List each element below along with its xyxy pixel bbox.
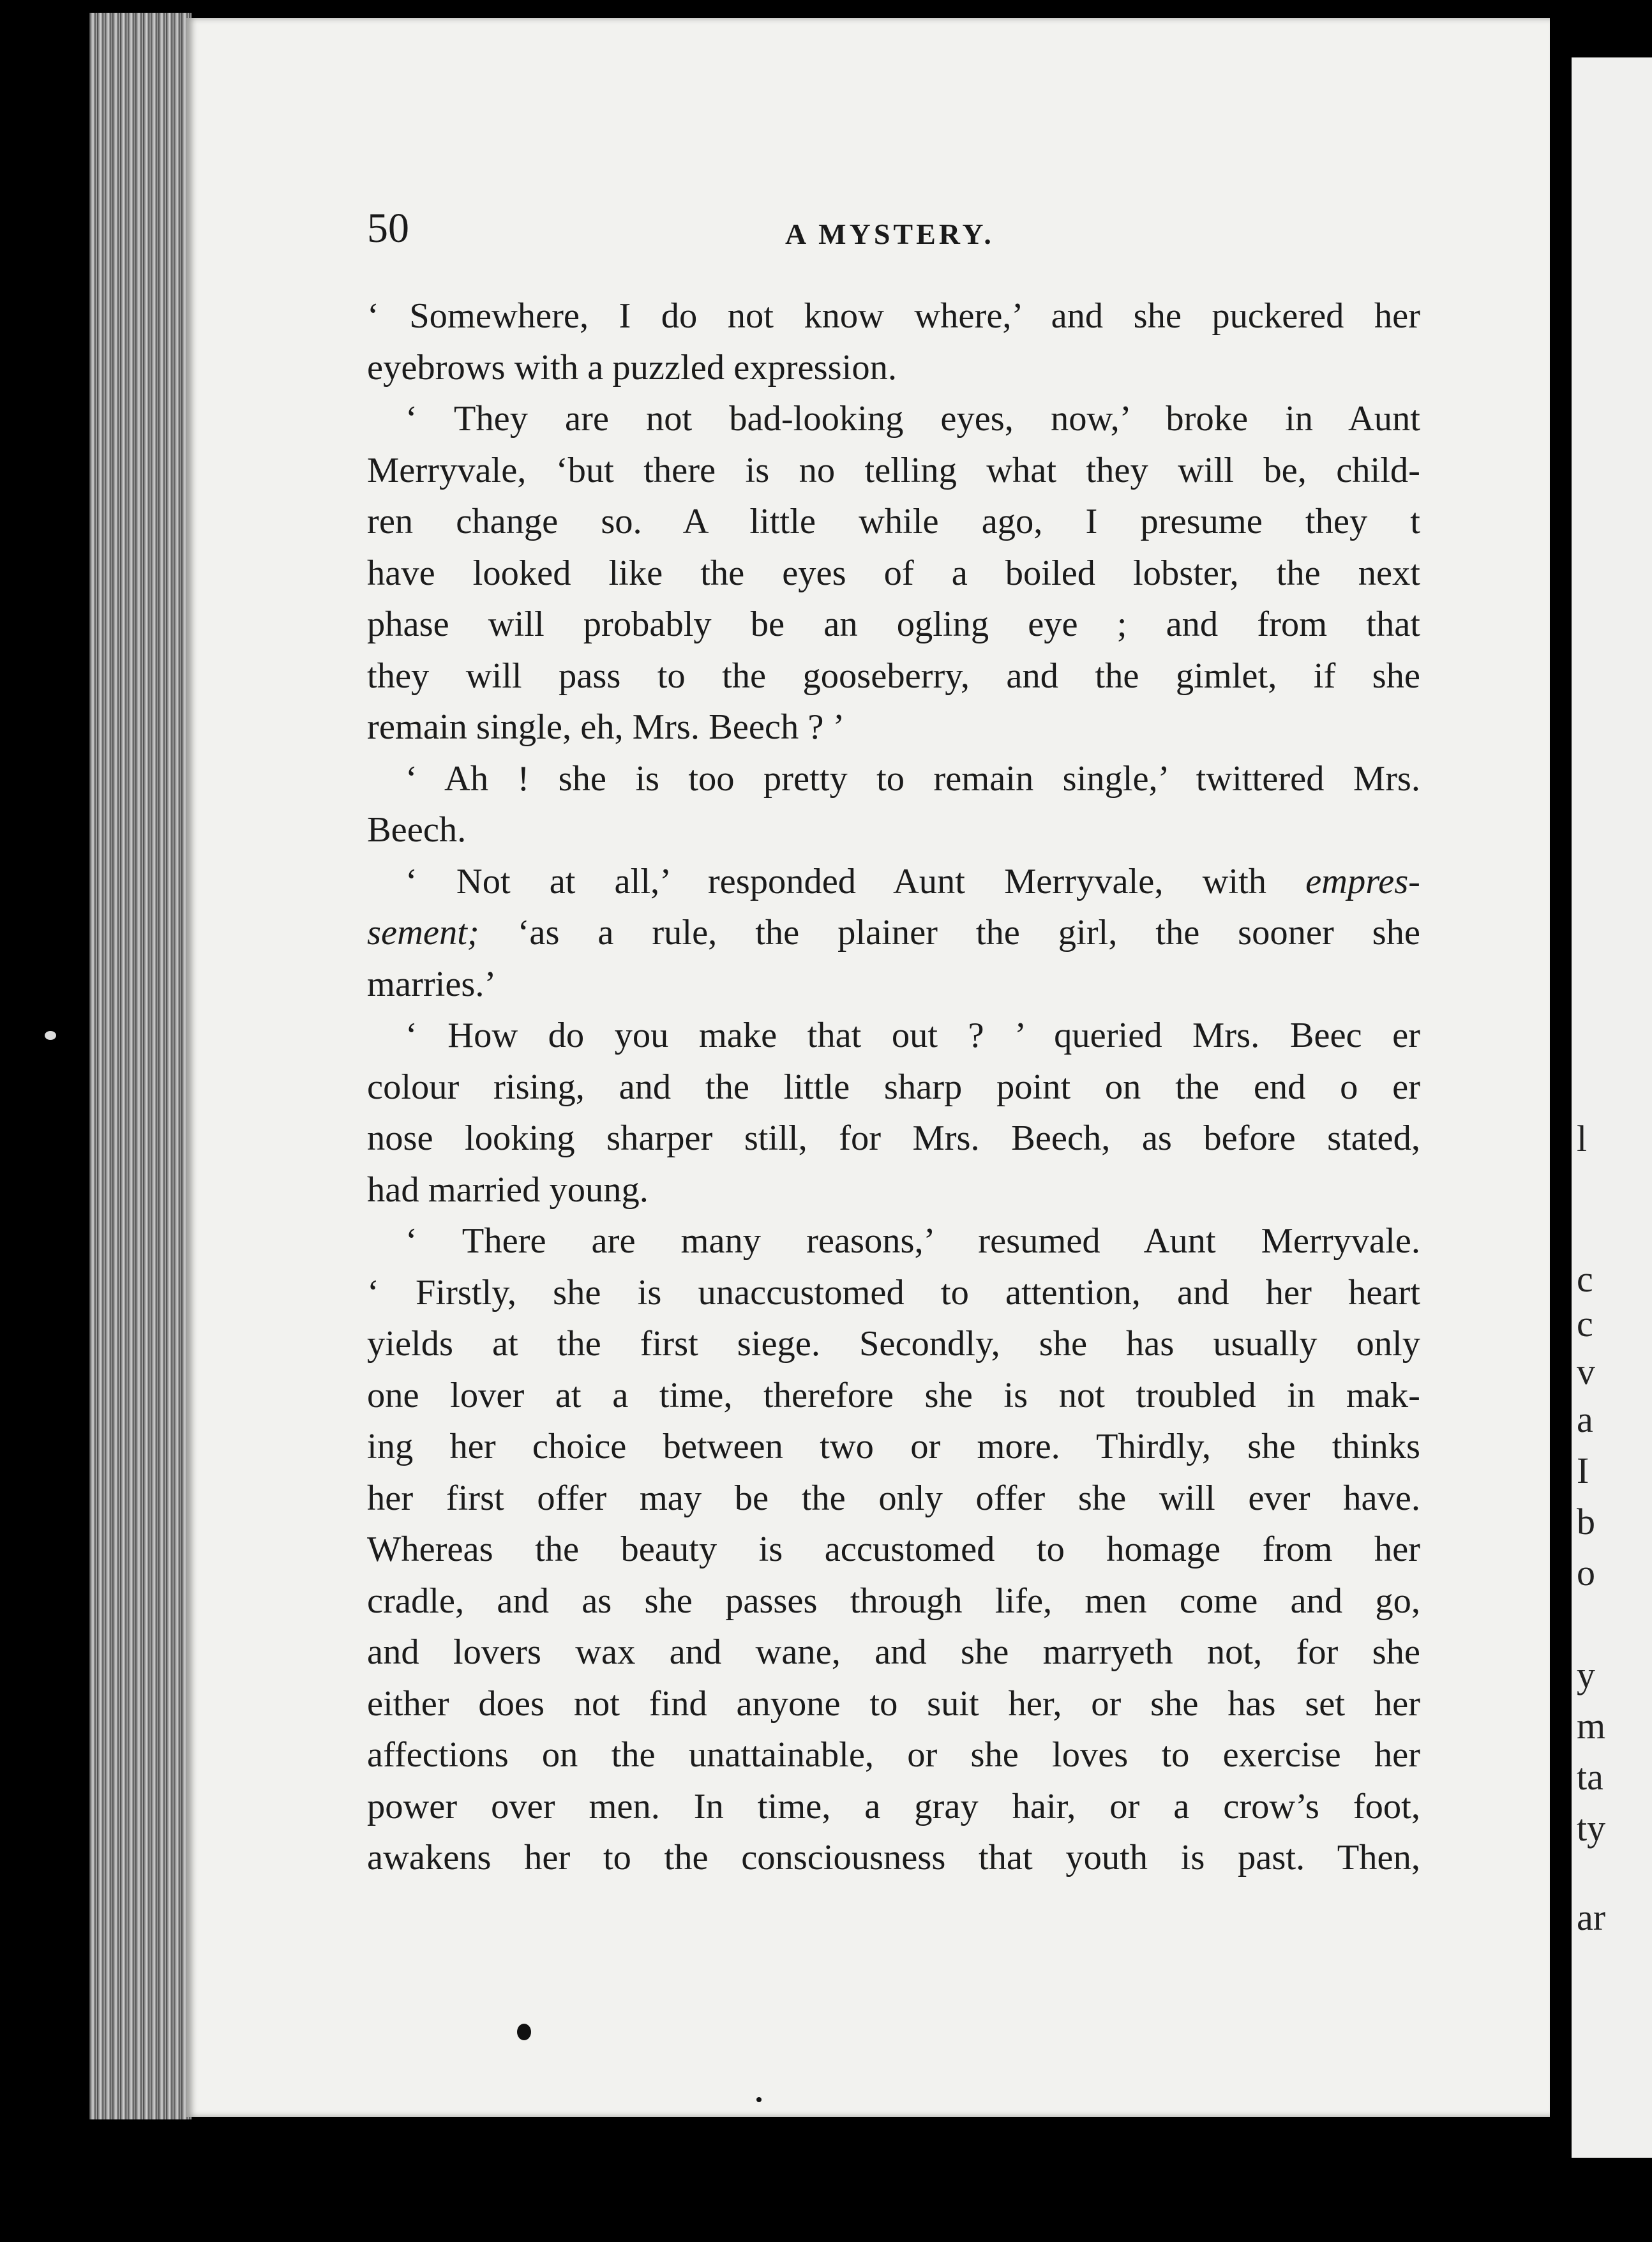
text-line: eyebrows with a puzzled expression.: [367, 347, 897, 387]
text-line: [367, 907, 1420, 959]
facing-page-fragment: c: [1577, 1258, 1593, 1300]
text-line: ‘ Firstly, she is unaccustomed to attention, and her heart: [367, 1272, 1420, 1313]
text-line: and lovers wax and wane, and she marryeth not, for she: [367, 1632, 1420, 1672]
facing-page-fragment: ty: [1577, 1807, 1606, 1849]
page-number: 50: [367, 205, 409, 252]
facing-page-fragment: I: [1577, 1450, 1589, 1491]
text-line: awakens her to the consciousness that youth is past. Then,: [367, 1838, 1420, 1877]
text-line: affections on the unattainable, or she loves to exercise her: [367, 1735, 1420, 1775]
text-line: [367, 1010, 1420, 1062]
text-line: either does not find anyone to suit her, or she has set her: [367, 1683, 1420, 1724]
facing-page-fragment: c: [1577, 1303, 1593, 1344]
text-segment: ‘ How do you make that out ? ’ queried Mrs. Beec: [405, 1016, 1362, 1055]
text-line: ‘ Somewhere, I do not know where,’ and she puckered her: [367, 296, 1420, 336]
italic-word: sement;: [367, 913, 479, 952]
facing-page-fragment: b: [1577, 1501, 1595, 1542]
text-line: Merryvale, ‘but there is no telling what they will be, child-: [367, 450, 1420, 490]
text-line: power over men. In time, a gray hair, or a crow’s foot,: [367, 1786, 1420, 1826]
text-line: they will pass to the gooseberry, and the gimlet, if she: [367, 656, 1420, 696]
text-line: marries.’: [367, 964, 497, 1004]
running-head: A MYSTERY.: [785, 218, 995, 250]
text-line: remain single, eh, Mrs. Beech ? ’: [367, 707, 845, 747]
text-line: have looked like the eyes of a boiled lobster, the next: [367, 553, 1420, 593]
facing-page-fragment: v: [1577, 1351, 1595, 1392]
text-line: her first offer may be the only offer she will ever have.: [367, 1478, 1420, 1518]
text-segment: ‘ Not at all,’ responded Aunt Merryvale, with: [405, 861, 1306, 901]
facing-page-fragment: y: [1577, 1654, 1595, 1696]
body-text: [367, 290, 1420, 1884]
facing-page-fragment: ta: [1577, 1756, 1603, 1798]
text-line: ren change so. A little while ago, I presume they t: [367, 502, 1420, 541]
italic-word: empres-: [1305, 861, 1420, 901]
text-line: yields at the first siege. Secondly, she has usually only: [367, 1324, 1420, 1364]
facing-page-fragment: a: [1577, 1399, 1593, 1440]
text-line: phase will probably be an ogling eye ; and from that: [367, 605, 1420, 644]
text-line: [367, 856, 1420, 908]
ink-speck: [756, 2097, 762, 2102]
text-line: [367, 1062, 1420, 1113]
book-page-edges: [89, 13, 191, 2119]
text-line: ‘ There are many reasons,’ resumed Aunt Merryvale.: [405, 1221, 1420, 1261]
text-line: Whereas the beauty is accustomed to homage from her: [367, 1530, 1420, 1569]
facing-page-fragment: m: [1577, 1705, 1606, 1747]
text-line: nose looking sharper still, for Mrs. Beech, as before stated,: [367, 1118, 1420, 1158]
text-segment: ‘as a rule, the plainer the girl, the sooner she: [517, 913, 1420, 952]
text-line: had married young.: [367, 1170, 649, 1210]
text-segment: er: [1392, 1016, 1421, 1055]
facing-page-fragment: l: [1577, 1118, 1588, 1159]
facing-page-fragment: ar: [1577, 1897, 1606, 1938]
text-line: ing her choice between two or more. Thirdly, she thinks: [367, 1427, 1420, 1466]
text-line: ‘ They are not bad-looking eyes, now,’ broke in Aunt: [405, 399, 1420, 439]
facing-page-fragment: o: [1577, 1552, 1595, 1593]
text-segment: colour rising, and the little sharp point on the end o: [367, 1067, 1358, 1107]
page-header: [367, 204, 1420, 262]
text-segment: er: [1392, 1067, 1420, 1107]
ink-speck: [45, 1031, 56, 1040]
text-line: Beech.: [367, 810, 467, 850]
text-line: one lover at a time, therefore she is not troubled in mak-: [367, 1375, 1420, 1415]
ink-speck: [517, 2024, 531, 2040]
text-line: ‘ Ah ! she is too pretty to remain single,’ twittered Mrs.: [405, 758, 1420, 799]
facing-page-edge: [1572, 57, 1652, 2158]
text-line: cradle, and as she passes through life, men come and go,: [367, 1581, 1420, 1621]
